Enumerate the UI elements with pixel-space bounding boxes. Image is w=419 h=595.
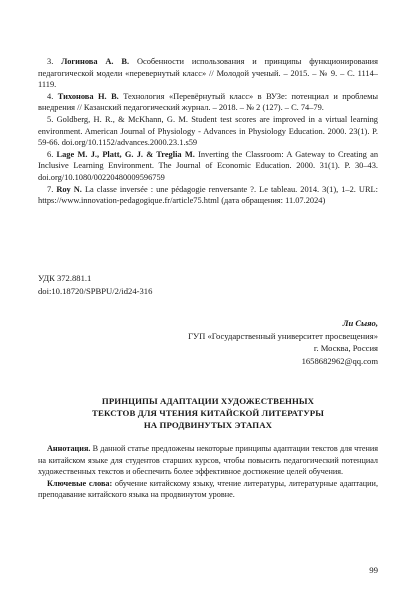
- page-number: 99: [369, 565, 378, 575]
- keywords-text: обучение китайскому языку, чтение литературы, литературные адаптации, преподавание китайского языка на продвинутом уровне.: [38, 478, 378, 500]
- title-line: ТЕКСТОВ ДЛЯ ЧТЕНИЯ КИТАЙСКОЙ ЛИТЕРАТУРЫ: [92, 408, 324, 419]
- reference-author: Логинова А. В.: [61, 57, 130, 66]
- article-identifiers: [38, 272, 152, 297]
- reference-text: Особенности использования и принципы функционирования педагогической модели «перевернутый класс» // Молодой ученый. – 2015. – № 9. – С. 1114–1119.: [38, 57, 379, 90]
- reference-text: Goldberg, H. R., & McKhann, G. M. Student test scores are improved in a virtual learning environment. American Journal of Physiology - Advances in Physiology Education. 2000. 23(1). P. 59-66. doi.org/10.1152/advances.2000.23.1.s59: [38, 114, 378, 148]
- udk-code: УДК 372.881.1: [38, 273, 92, 283]
- reference-number: 3.: [47, 57, 54, 66]
- reference-author: Roy N.: [56, 184, 82, 194]
- article-title: [38, 395, 378, 432]
- keywords-paragraph: [38, 478, 378, 501]
- title-line: ПРИНЦИПЫ АДАПТАЦИИ ХУДОЖЕСТВЕННЫХ: [101, 396, 315, 406]
- reference-item: [38, 114, 378, 149]
- author-email: 1658682962@qq.com: [301, 355, 378, 366]
- abstract-paragraph: [38, 443, 378, 478]
- reference-item: [38, 184, 378, 207]
- author-info: [188, 317, 378, 367]
- reference-text: La classe inversée : une pédagogie renversante ?. Le tableau. 2014. 3(1), 1–2. URL: https://www.innovation-pedagogique.fr/article75.html (дата обращения: 11.07.2024): [38, 184, 378, 206]
- reference-item: [38, 149, 378, 184]
- author-name: Ли Сыяо,: [342, 318, 378, 328]
- keywords-label: Ключевые слова:: [47, 478, 113, 488]
- abstract-label: Аннотация.: [47, 444, 91, 453]
- reference-number: 7.: [47, 184, 54, 194]
- author-city: г. Москва, Россия: [313, 343, 378, 353]
- abstract-section: [38, 443, 378, 501]
- reference-item: [38, 91, 378, 114]
- reference-number: 4.: [47, 91, 54, 101]
- reference-text: Inverting the Classroom: A Gateway to Creating an Inclusive Learning Environment. The Journal of Economic Education. 2000. 31(1). P. 30–43. doi.org/10.1080/00220480009596759: [38, 149, 379, 182]
- author-organization: ГУП «Государственный университет просвещения»: [188, 330, 378, 341]
- reference-item: [38, 56, 378, 91]
- reference-author: Lage M. J., Platt, G. J. & Treglia M.: [56, 149, 195, 159]
- reference-number: 6.: [47, 149, 54, 159]
- reference-text: Технология «Перевёрнутый класс» в ВУЗе: потенциал и проблемы внедрения // Казанский педагогический журнал. – 2018. – № 2 (127). – С. 74–79.: [38, 91, 379, 113]
- reference-number: 5.: [47, 114, 54, 124]
- reference-author: Тихонова Н. В.: [57, 91, 119, 101]
- reference-list: [38, 56, 378, 207]
- title-line: НА ПРОДВИНУТЫХ ЭТАПАХ: [143, 420, 273, 431]
- doi-identifier: doi:10.18720/SPBPU/2/id24-316: [38, 285, 153, 296]
- abstract-text: В данной статье предложены некоторые принципы адаптации текстов для чтения на китайском языке для студентов старших курсов, чтобы повысить педагогический потенциал художественных текстов и обеспечить более эффективное достижение целей обучения.: [38, 444, 378, 477]
